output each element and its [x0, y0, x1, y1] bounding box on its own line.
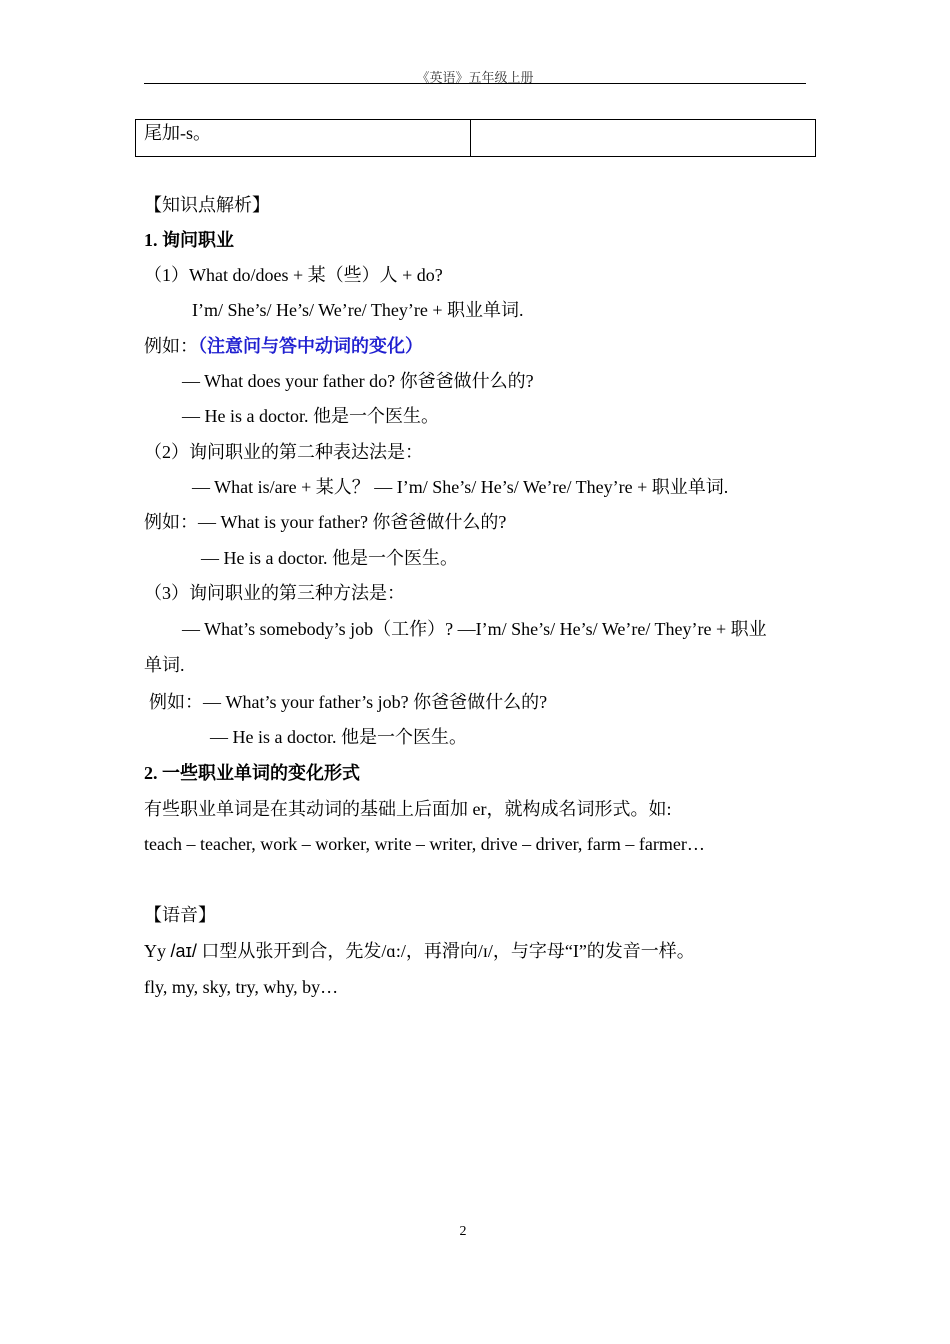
point1-question-form-3: （3）询问职业的第三种方法是： — [144, 583, 405, 603]
point1-question-form-1: （1）What do/does + 某（些）人 + do? — [144, 265, 443, 285]
point1-form-3-pattern: — What’s somebody’s job（工作）? —I’m/ She’s/ He’s/ We’re/ They’re + 职业 — [182, 619, 767, 639]
point1-answer-form-1: I’m/ She’s/ He’s/ We’re/ They’re + 职业单词. — [192, 300, 524, 320]
example-label: 例如： — [144, 336, 198, 356]
example-note: （注意问与答中动词的变化） — [198, 336, 423, 356]
phonics-ipa: /aɪ/ — [170, 941, 197, 961]
phonics-rule — [144, 939, 695, 963]
table-cell — [471, 120, 816, 157]
page-number: 2 — [459, 1224, 467, 1239]
phonics-example-words: fly, my, sky, try, why, by… — [144, 977, 339, 997]
example-1-question: — What does your father do? 你爸爸做什么的? — [182, 371, 534, 391]
point1-title: 1. 询问职业 — [144, 230, 234, 250]
point2-description: 有些职业单词是在其动词的基础上后面加 er，就构成名词形式。如: — [144, 799, 672, 819]
example-2-question: 例如：— What is your father? 你爸爸做什么的? — [144, 512, 507, 532]
section-heading-knowledge: 【知识点解析】 — [144, 195, 270, 215]
point1-form-2-pattern: — What is/are + 某人？ — I’m/ She’s/ He’s/ We’re/ They’re + 职业单词. — [192, 477, 729, 497]
example-2-answer: — He is a doctor. 他是一个医生。 — [201, 548, 458, 568]
point2-examples: teach – teacher, work – worker, write – writer, drive – driver, farm – farmer… — [144, 834, 705, 854]
example-line-1 — [144, 334, 423, 358]
table-row — [136, 120, 816, 157]
example-1-answer: — He is a doctor. 他是一个医生。 — [182, 406, 439, 426]
section-heading-phonics: 【语音】 — [144, 905, 216, 925]
header-rule — [144, 83, 806, 84]
phonics-letter: Yy — [144, 941, 171, 961]
continued-table — [135, 119, 816, 157]
phonics-description: 口型从张开到合，先发/ɑ:/，再滑向/ɪ/，与字母“I”的发音一样。 — [196, 941, 695, 961]
point1-form-3-pattern-cont: 单词. — [144, 655, 185, 675]
point1-question-form-2: （2）询问职业的第二种表达法是： — [144, 442, 423, 462]
point2-title: 2. 一些职业单词的变化形式 — [144, 763, 360, 783]
example-3-answer: — He is a doctor. 他是一个医生。 — [210, 727, 467, 747]
page-header: 《英语》五年级上册 — [416, 70, 534, 85]
table-cell: 尾加-s。 — [136, 120, 471, 157]
example-3-question: 例如：— What’s your father’s job? 你爸爸做什么的? — [149, 692, 548, 712]
